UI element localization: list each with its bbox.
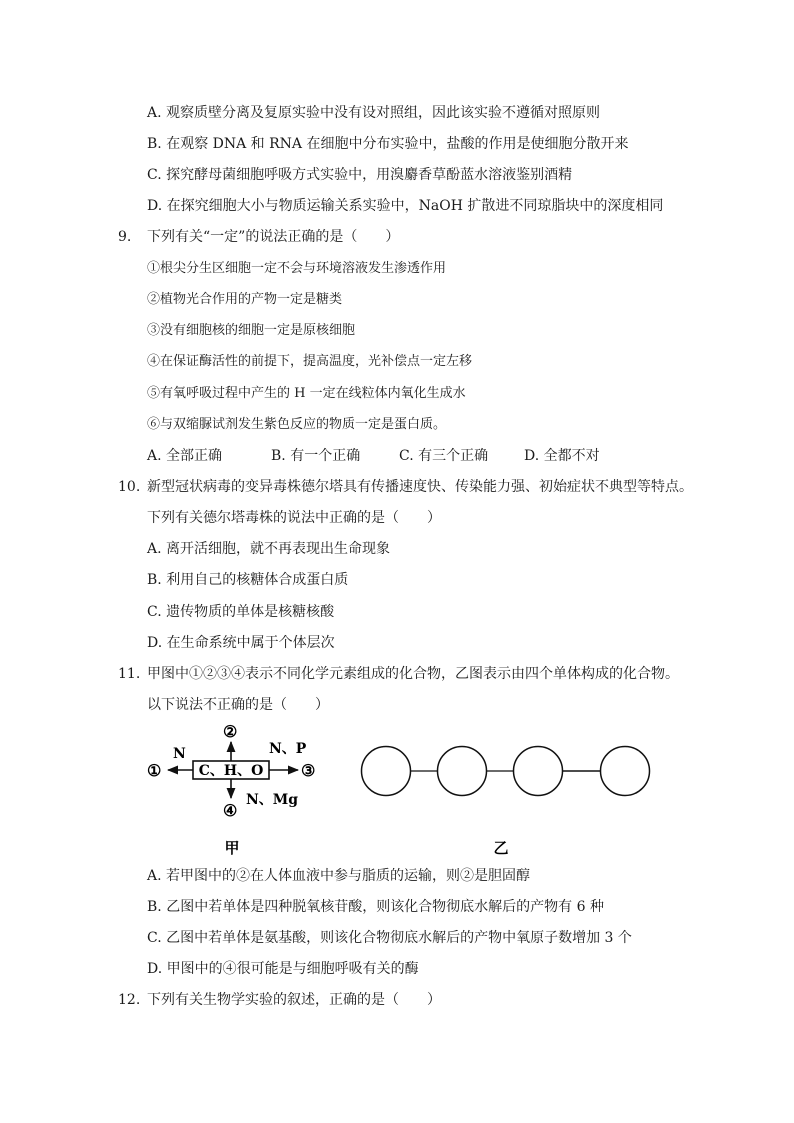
jia-right-label: N、P [269,741,307,757]
q9-number: 9. [118,229,132,245]
q9-option-a: A. 全部正确 [147,448,223,464]
jia-node-2: ② [223,722,238,741]
q11-option-b: B. 乙图中若单体是四种脱氧核苷酸，则该化合物彻底水解后的产物有 6 种 [147,899,604,915]
q9-option-c: C. 有三个正确 [399,448,489,464]
q9-statement-4: ④在保证酶活性的前提下，提高温度，光补偿点一定左移 [147,354,473,369]
q11-option-d: D. 甲图中的④很可能是与细胞呼吸有关的酶 [147,961,419,977]
q10-stem-line1: 新型冠状病毒的变异毒株德尔塔具有传播速度快、传染能力强、初始症状不典型等特点。 [147,479,693,495]
q9-option-d: D. 全都不对 [524,448,600,464]
jia-left-label: N [173,746,186,762]
q10-number: 10. [118,479,141,495]
q11-stem-line1: 甲图中①②③④表示不同化学元素组成的化合物，乙图表示由四个单体构成的化合物。 [147,666,679,682]
yi-monomer-1 [362,747,411,796]
q10-option-b: B. 利用自己的核糖体合成蛋白质 [147,572,349,588]
q11-number: 11. [118,666,141,682]
option-d-prev: D. 在探究细胞大小与物质运输关系实验中，NaOH 扩散进不同琼脂块中的深度相同 [147,198,664,214]
q10-option-a: A. 离开活细胞，就不再表现出生命现象 [147,541,391,557]
q11-option-a: A. 若甲图中的②在人体血液中参与脂质的运输，则②是胆固醇 [147,868,531,884]
option-c-prev: C. 探究酵母菌细胞呼吸方式实验中，用溴麝香草酚蓝水溶液鉴别酒精 [147,167,573,183]
jia-node-3: ③ [301,761,316,780]
q10-option-c: C. 遗传物质的单体是核糖核酸 [147,604,335,620]
jia-node-4: ④ [223,801,238,820]
q12-number: 12. [118,992,141,1008]
option-b-prev: B. 在观察 DNA 和 RNA 在细胞中分布实验中，盐酸的作用是使细胞分散开来 [147,136,629,152]
diagram-jia [140,718,340,863]
q9-statement-6: ⑥与双缩脲试剂发生紫色反应的物质一定是蛋白质。 [147,417,447,432]
q10-option-d: D. 在生命系统中属于个体层次 [147,635,335,651]
q9-statement-3: ③没有细胞核的细胞一定是原核细胞 [147,323,356,338]
q9-statement-5: ⑤有氧呼吸过程中产生的 H 一定在线粒体内氧化生成水 [147,386,466,401]
jia-bottom-label: N、Mg [246,792,299,808]
yi-monomer-2 [438,747,487,796]
yi-caption: 乙 [493,839,509,857]
q9-option-b: B. 有一个正确 [271,448,361,464]
jia-node-1: ① [147,761,162,780]
q9-statement-2: ②植物光合作用的产物一定是糖类 [147,292,343,307]
q12-stem: 下列有关生物学实验的叙述，正确的是（ ） [147,992,441,1008]
yi-monomer-4 [601,747,650,796]
q9-statement-1: ①根尖分生区细胞一定不会与环境溶液发生渗透作用 [147,261,447,276]
jia-center-label: C、H、O [198,763,264,779]
option-a-prev: A. 观察质壁分离及复原实验中没有设对照组，因此该实验不遵循对照原则 [147,105,601,121]
q11-option-c: C. 乙图中若单体是氨基酸，则该化合物彻底水解后的产物中氧原子数增加 3 个 [147,930,632,946]
yi-monomer-3 [514,747,563,796]
q11-stem-line2: 以下说法不正确的是（ ） [147,697,329,713]
q9-stem: 下列有关“一定”的说法正确的是（ ） [147,229,400,245]
q10-stem-line2: 下列有关德尔塔毒株的说法中正确的是（ ） [147,510,441,526]
diagram-yi [355,740,655,863]
jia-caption: 甲 [224,839,240,857]
